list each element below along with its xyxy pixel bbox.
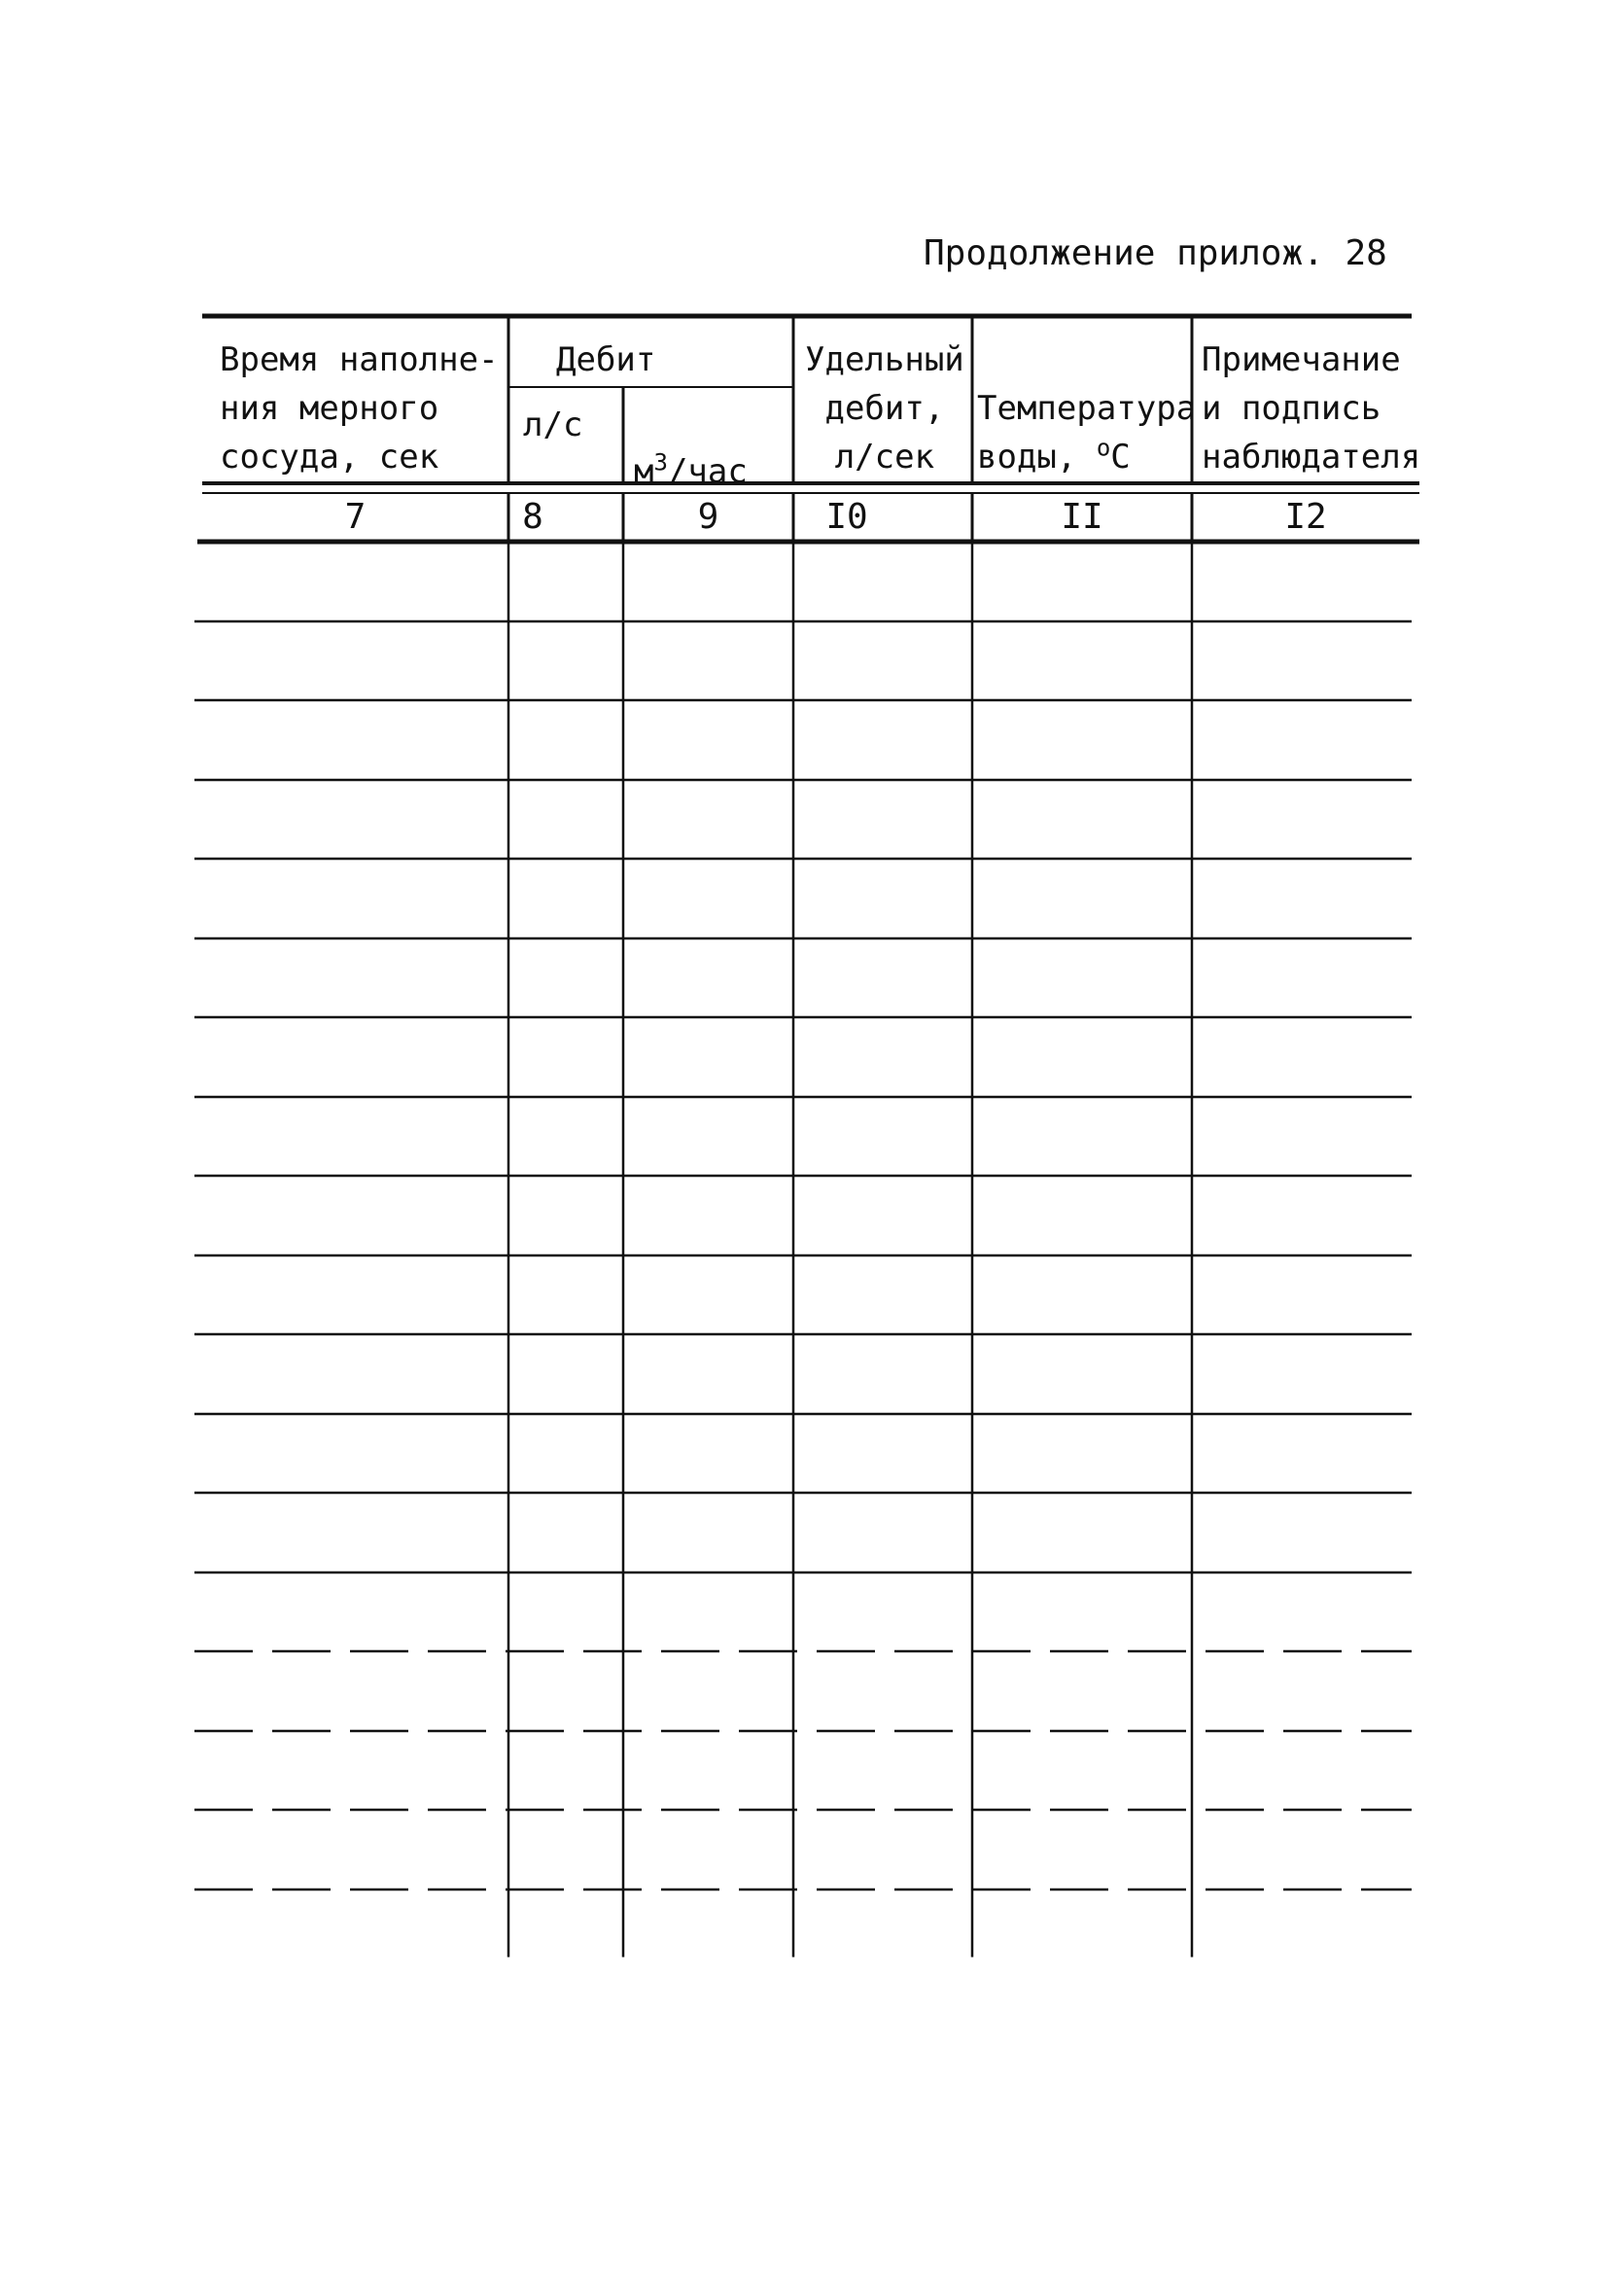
header-notes-signature: Примечание и подпись наблюдателя xyxy=(1202,340,1421,477)
page-caption: Продолжение прилож. 28 xyxy=(924,233,1387,273)
unit-per-hour: /час xyxy=(667,452,748,491)
header-fill-time: Время наполне- ния мерного сосуда, сек xyxy=(220,340,499,477)
column-number-9: 9 xyxy=(697,497,719,537)
header-debit-m3h xyxy=(634,399,748,496)
column-number-10: I0 xyxy=(825,497,868,537)
column-number-12: I2 xyxy=(1284,497,1327,537)
header-debit: Дебит xyxy=(556,340,656,379)
header-specific-debit: Удельный дебит, л/сек xyxy=(805,340,964,477)
celsius-unit: С xyxy=(1110,438,1131,477)
degree-sign: о xyxy=(1096,434,1111,462)
header-water-temperature xyxy=(977,336,1196,481)
unit-exponent: 3 xyxy=(653,448,668,477)
unit-m: м xyxy=(634,452,654,491)
temperature-label: Температура воды, xyxy=(977,389,1197,477)
column-number-11: II xyxy=(1061,497,1103,537)
column-number-7: 7 xyxy=(344,497,367,537)
column-number-8: 8 xyxy=(522,497,543,537)
header-debit-ls: л/с xyxy=(523,406,583,444)
